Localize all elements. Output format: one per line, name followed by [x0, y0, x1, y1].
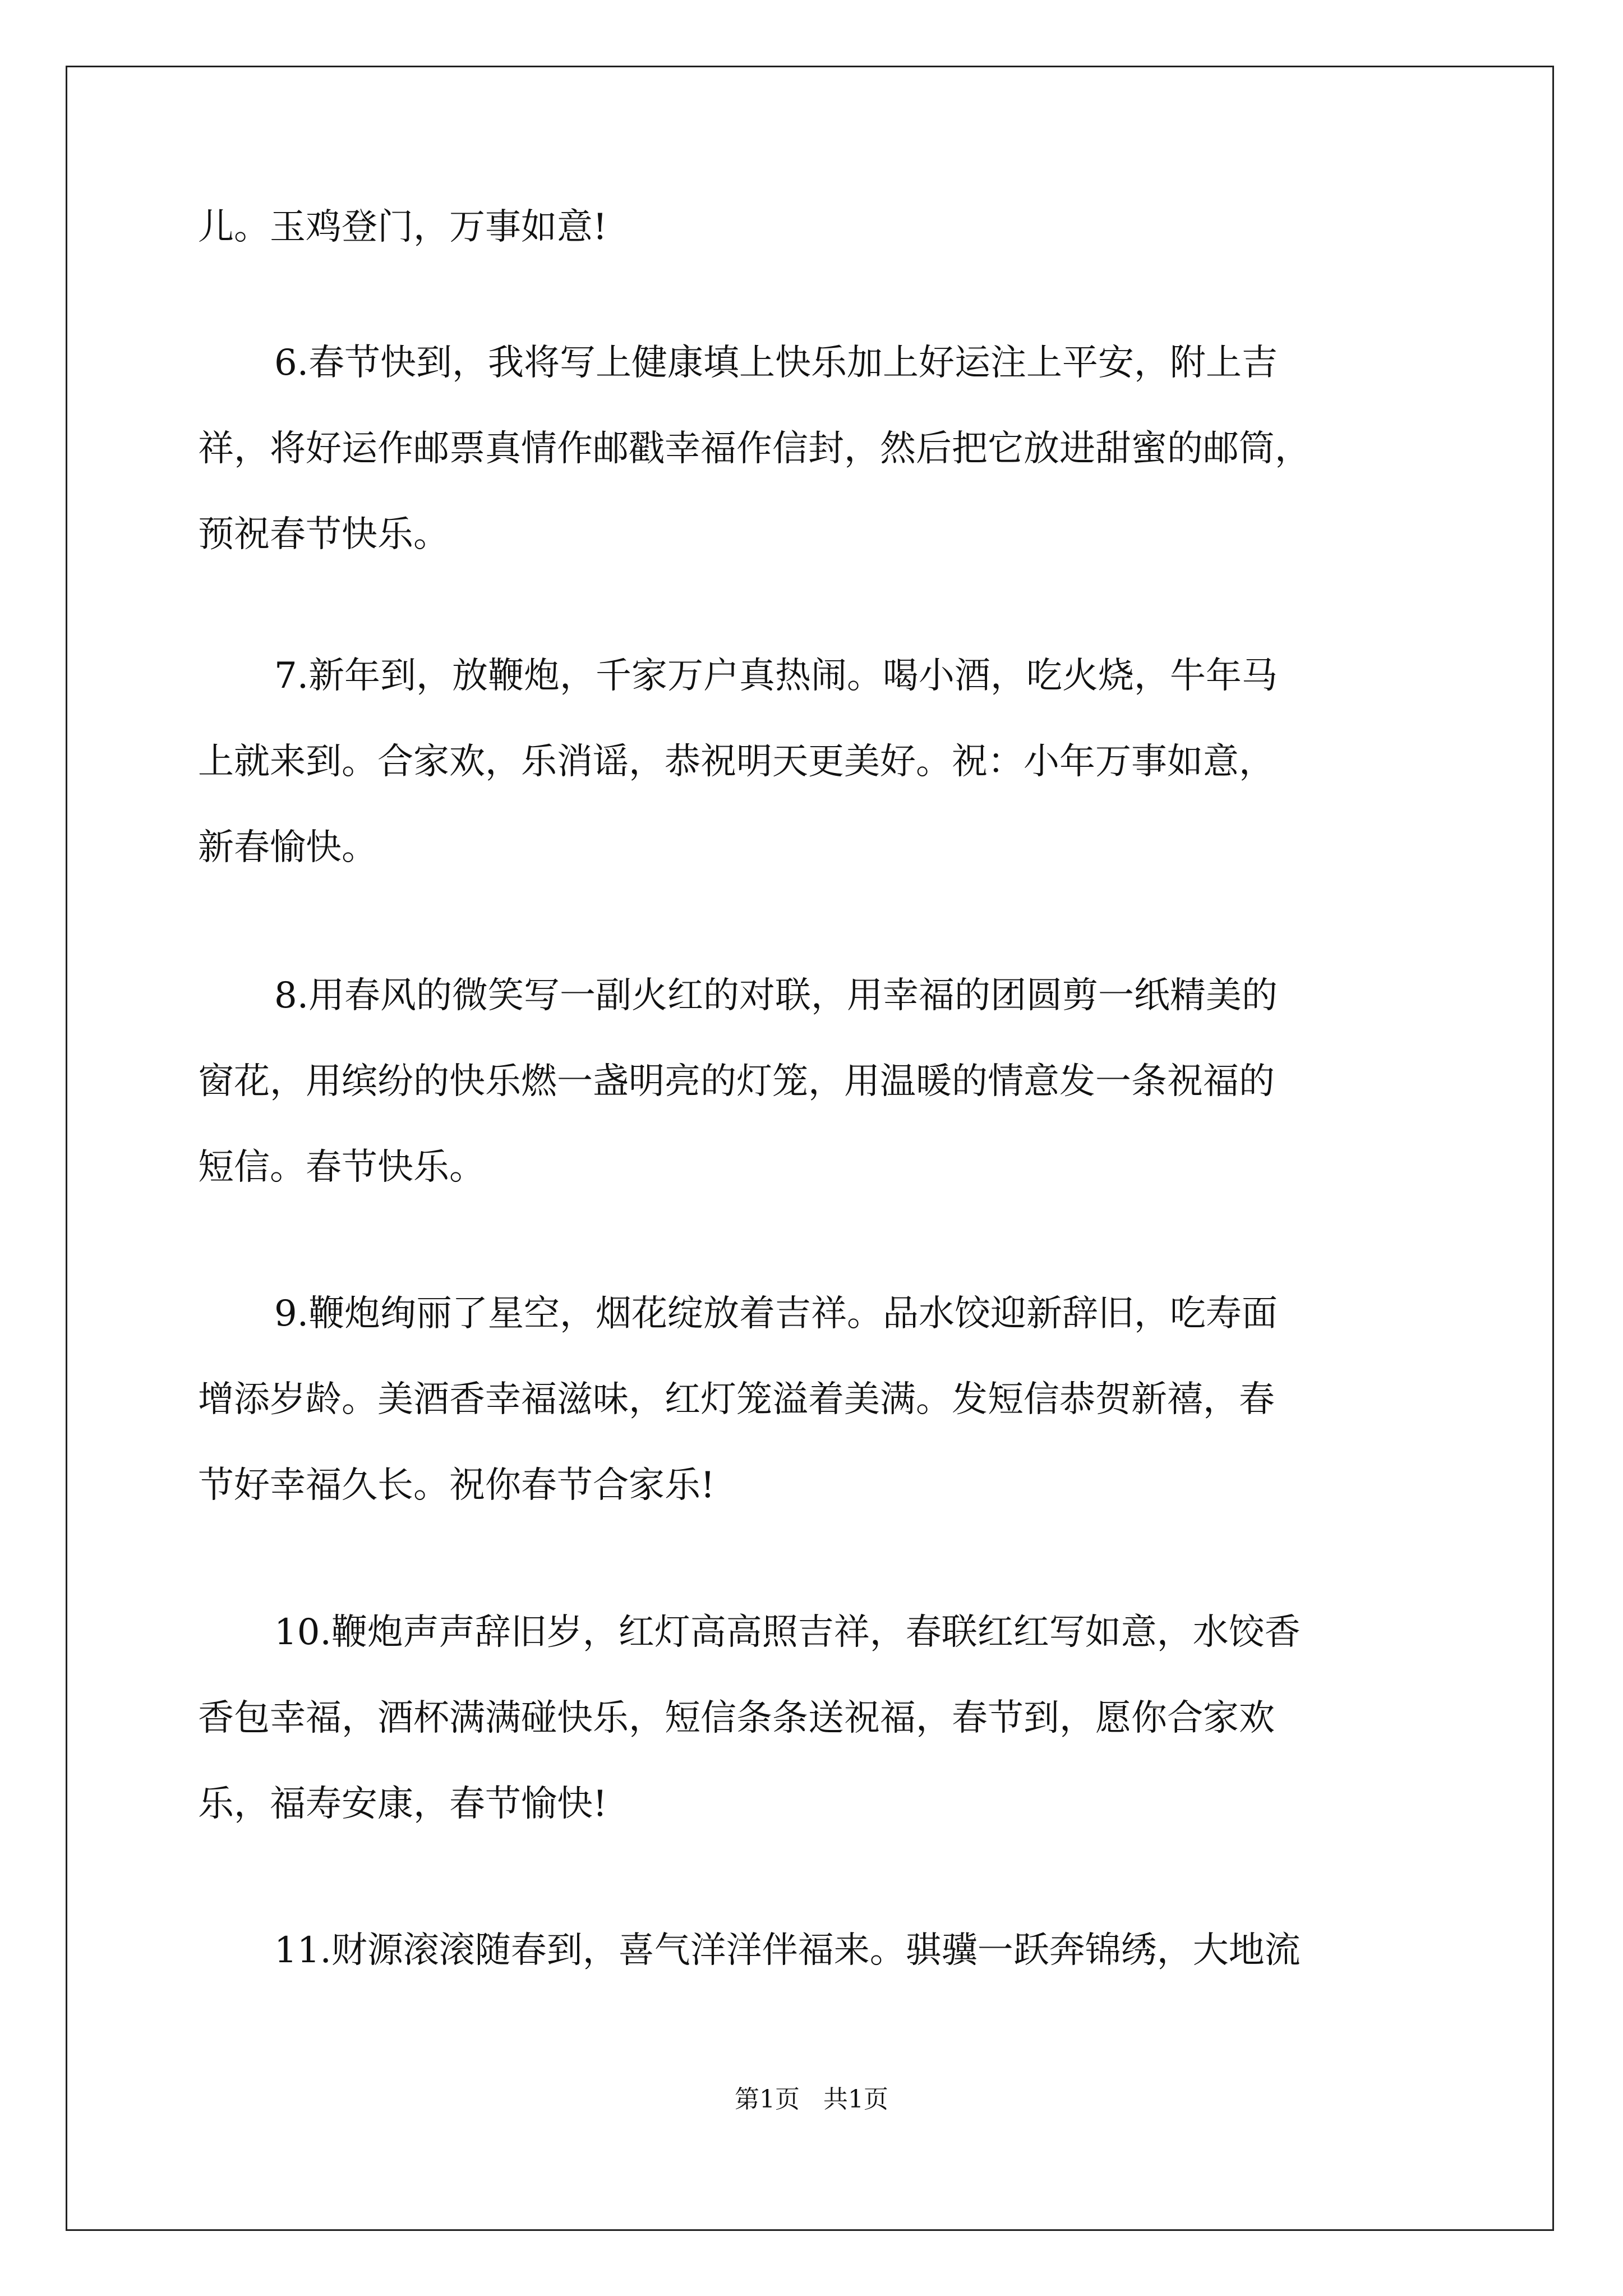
- text-line: 8.用春风的微笑写一副火红的对联，用幸福的团圆剪一纸精美的: [274, 975, 1278, 1016]
- text-line: 祥，将好运作邮票真情作邮戳幸福作信封，然后把它放进甜蜜的邮筒，: [198, 428, 1311, 470]
- text-line: 增添岁龄。美酒香幸福滋味，红灯笼溢着美满。发短信恭贺新禧，春: [198, 1379, 1275, 1420]
- text-line: 香包幸福，酒杯满满碰快乐，短信条条送祝福，春节到，愿你合家欢: [198, 1697, 1275, 1739]
- text-line: 儿。玉鸡登门，万事如意!: [198, 206, 607, 248]
- text-line: 新春愉快。: [198, 827, 377, 868]
- text-line: 上就来到。合家欢，乐消谣，恭祝明天更美好。祝：小年万事如意，: [198, 741, 1275, 783]
- text-line: 11.财源滚滚随春到，喜气洋洋伴福来。骐骥一跃奔锦绣，大地流: [274, 1930, 1301, 1971]
- text-line: 9.鞭炮绚丽了星空，烟花绽放着吉祥。品水饺迎新辞旧，吃寿面: [274, 1293, 1278, 1335]
- text-line: 节好幸福久长。祝你春节合家乐!: [198, 1465, 715, 1506]
- text-line: 10.鞭炮声声辞旧岁，红灯高高照吉祥，春联红红写如意，水饺香: [274, 1612, 1301, 1653]
- text-line: 乐，福寿安康，春节愉快!: [198, 1783, 607, 1825]
- page-footer: 第1页 共1页: [735, 2085, 888, 2114]
- text-line: 预祝春节快乐。: [198, 514, 449, 555]
- text-line: 7.新年到，放鞭炮，千家万户真热闹。喝小酒，吃火烧，牛年马: [274, 655, 1278, 697]
- text-line: 短信。春节快乐。: [198, 1147, 485, 1188]
- text-line: 6.春节快到，我将写上健康填上快乐加上好运注上平安，附上吉: [274, 342, 1278, 384]
- text-line: 窗花，用缤纷的快乐燃一盏明亮的灯笼，用温暖的情意发一条祝福的: [198, 1061, 1275, 1102]
